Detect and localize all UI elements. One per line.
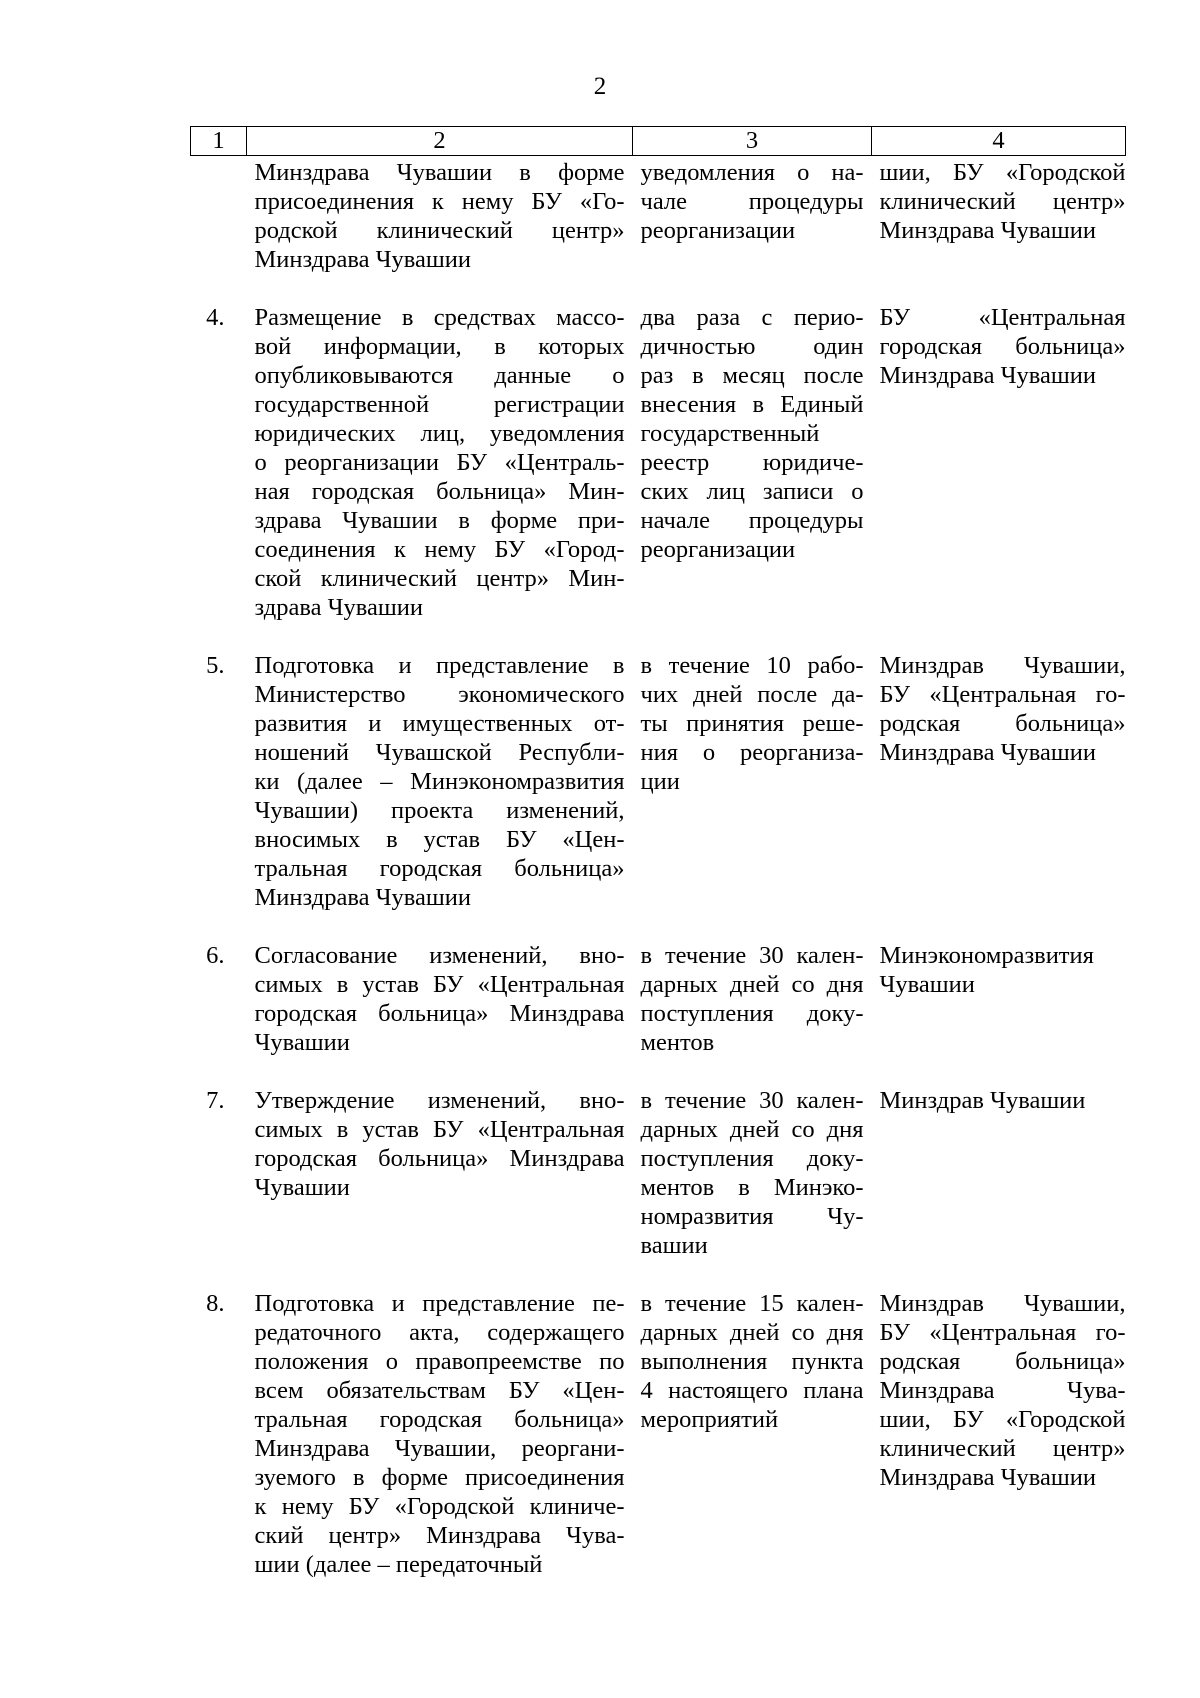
row-number [191, 156, 247, 304]
deadline-line: ментов [640, 1029, 715, 1056]
deadline-line: 4 настоящего плана [640, 1377, 864, 1404]
measure-description-line: ношений Чувашской Республи- [254, 739, 625, 766]
responsible-line: Минздрава Чувашии [879, 217, 1096, 244]
measure-description-cell [247, 1086, 633, 1289]
deadline-line: дарных дней со дня [640, 1116, 864, 1143]
table-body [191, 156, 1126, 1609]
measure-description-line: Подготовка и представление в [254, 652, 625, 679]
row-number: 5. [206, 652, 225, 679]
measure-description-line: симых в устав БУ «Центральная [254, 971, 625, 998]
measure-description-line: Чувашии) проекта изменений, [254, 797, 625, 824]
row-number: 4. [206, 304, 225, 331]
measure-description-line: ки (далее – Минэкономразвития [254, 768, 625, 795]
table-header [191, 127, 1126, 156]
header-cell-3: 3 [633, 127, 872, 156]
responsible-line: БУ «Центральная [879, 304, 1126, 331]
measure-description-line: тральная городская больница» [254, 855, 625, 882]
measure-description-line: редаточного акта, содержащего [254, 1319, 625, 1346]
deadline-cell [633, 303, 872, 651]
measure-description-line: Минздрава Чувашии [254, 246, 471, 273]
measure-description-line: Министерство экономического [254, 681, 625, 708]
responsible-line: родская больница» [879, 710, 1126, 737]
deadline-line: поступления доку- [640, 1145, 864, 1172]
deadline-line: мероприятий [640, 1406, 779, 1433]
deadline-line: ментов в Минэко- [640, 1174, 864, 1201]
responsible-line: шии, БУ «Городской [879, 159, 1126, 186]
measure-description-line: городская больница» Минздрава [254, 1000, 625, 1027]
measure-description-line: родской клинический центр» [254, 217, 625, 244]
header-cell-1: 1 [191, 127, 247, 156]
deadline-line: реорганизации [640, 217, 796, 244]
deadline-line: в течение 10 рабо- [640, 652, 864, 679]
responsible-line: клинический центр» [879, 1435, 1126, 1462]
deadline-cell [633, 1289, 872, 1608]
table-row [191, 1086, 1126, 1289]
measure-description-line: Утверждение изменений, вно- [254, 1087, 625, 1114]
deadline-cell [633, 651, 872, 941]
deadline-line: вашии [640, 1232, 708, 1259]
measure-description-line: положения о правопреемстве по [254, 1348, 625, 1375]
row-number: 8. [206, 1290, 225, 1317]
measure-description-line: опубликовываются данные о [254, 362, 625, 389]
deadline-cell [633, 941, 872, 1086]
responsible-line: Чувашии [879, 971, 975, 998]
table-row [191, 1289, 1126, 1608]
measure-description-line: юридических лиц, уведомления [254, 420, 625, 447]
responsible-line: городская больница» [879, 333, 1126, 360]
measure-description-line: государственной регистрации [254, 391, 625, 418]
deadline-line: в течение 30 кален- [640, 1087, 864, 1114]
measure-description-cell [247, 651, 633, 941]
deadline-line: реорганизации [640, 536, 796, 563]
responsible-line: родская больница» [879, 1348, 1126, 1375]
measure-description-line: Чувашии [254, 1029, 350, 1056]
table-row [191, 651, 1126, 941]
responsible-line: Минздрава Чувашии [879, 739, 1096, 766]
deadline-line: в течение 15 кален- [640, 1290, 864, 1317]
deadline-line: государственный [640, 420, 820, 447]
measure-description-line: зуемого в форме присоединения [254, 1464, 625, 1491]
measure-description-line: Минздрава Чувашии, реоргани- [254, 1435, 625, 1462]
measure-description-line: соединения к нему БУ «Город- [254, 536, 625, 563]
responsible-line: Минздрав Чувашии [879, 1087, 1086, 1114]
measure-description-line: вой информации, в которых [254, 333, 625, 360]
measure-description-line: тральная городская больница» [254, 1406, 625, 1433]
deadline-line: дарных дней со дня [640, 971, 864, 998]
deadline-line: ты принятия реше- [640, 710, 864, 737]
measure-description-line: здрава Чувашии в форме при- [254, 507, 625, 534]
measure-description-line: вносимых в устав БУ «Цен- [254, 826, 625, 853]
measure-description-line: к нему БУ «Городской клиниче- [254, 1493, 625, 1520]
deadline-line: поступления доку- [640, 1000, 864, 1027]
measure-description-line: Размещение в средствах массо- [254, 304, 625, 331]
measure-description-line: о реорганизации БУ «Централь- [254, 449, 625, 476]
responsible-line: Минздрав Чувашии, [879, 652, 1126, 679]
responsible-cell [872, 941, 1126, 1086]
responsible-line: БУ «Центральная го- [879, 1319, 1126, 1346]
measure-description-line: Согласование изменений, вно- [254, 942, 625, 969]
measure-description-cell [247, 1289, 633, 1608]
deadline-line: дичностью один [640, 333, 864, 360]
deadline-line: чале процедуры [640, 188, 864, 215]
deadline-line: дарных дней со дня [640, 1319, 864, 1346]
header-cell-2: 2 [247, 127, 633, 156]
measure-description-line: симых в устав БУ «Центральная [254, 1116, 625, 1143]
row-number: 6. [206, 942, 225, 969]
measure-description-line: всем обязательствам БУ «Цен- [254, 1377, 625, 1404]
deadline-line: начале процедуры [640, 507, 864, 534]
measure-description-line: Минздрава Чувашии [254, 884, 471, 911]
measure-description-line: присоединения к нему БУ «Го- [254, 188, 625, 215]
deadline-line: чих дней после да- [640, 681, 864, 708]
responsible-line: Минздрав Чувашии, [879, 1290, 1126, 1317]
deadline-line: внесения в Единый [640, 391, 864, 418]
measure-description-line: Подготовка и представление пе- [254, 1290, 625, 1317]
responsible-cell [872, 1086, 1126, 1289]
measures-table [190, 126, 1126, 1608]
table-row [191, 156, 1126, 304]
deadline-line: номразвития Чу- [640, 1203, 864, 1230]
deadline-line: в течение 30 кален- [640, 942, 864, 969]
table-row [191, 303, 1126, 651]
responsible-cell [872, 651, 1126, 941]
responsible-cell [872, 303, 1126, 651]
deadline-cell [633, 156, 872, 304]
measure-description-cell [247, 941, 633, 1086]
deadline-cell [633, 1086, 872, 1289]
row-number: 7. [206, 1087, 225, 1114]
measure-description-line: ский центр» Минздрава Чува- [254, 1522, 625, 1549]
responsible-line: Минздрава Чувашии [879, 362, 1096, 389]
measure-description-cell [247, 156, 633, 304]
responsible-line: Минэкономразвития [879, 942, 1094, 969]
header-cell-4: 4 [872, 127, 1126, 156]
deadline-line: ния о реорганиза- [640, 739, 864, 766]
measure-description-line: ской клинический центр» Мин- [254, 565, 625, 592]
measure-description-line: городская больница» Минздрава [254, 1145, 625, 1172]
measure-description-line: ная городская больница» Мин- [254, 478, 625, 505]
responsible-line: Минздрава Чувашии [879, 1464, 1096, 1491]
measure-description-line: здрава Чувашии [254, 594, 423, 621]
deadline-line: выполнения пункта [640, 1348, 864, 1375]
page-number: 2 [593, 73, 607, 100]
responsible-line: шии, БУ «Городской [879, 1406, 1126, 1433]
measure-description-line: развития и имущественных от- [254, 710, 625, 737]
deadline-line: реестр юридиче- [640, 449, 864, 476]
measure-description-line: Минздрава Чувашии в форме [254, 159, 625, 186]
deadline-line: ции [640, 768, 680, 795]
table-row [191, 941, 1126, 1086]
responsible-cell [872, 156, 1126, 304]
responsible-line: Минздрава Чува- [879, 1377, 1126, 1404]
responsible-line: БУ «Центральная го- [879, 681, 1126, 708]
deadline-line: уведомления о на- [640, 159, 864, 186]
measure-description-cell [247, 303, 633, 651]
responsible-line: клинический центр» [879, 188, 1126, 215]
measure-description-line: Чувашии [254, 1174, 350, 1201]
deadline-line: ских лиц записи о [640, 478, 864, 505]
deadline-line: два раза с перио- [640, 304, 864, 331]
measure-description-line: шии (далее – передаточный [254, 1551, 543, 1578]
deadline-line: раз в месяц после [640, 362, 864, 389]
responsible-cell [872, 1289, 1126, 1608]
